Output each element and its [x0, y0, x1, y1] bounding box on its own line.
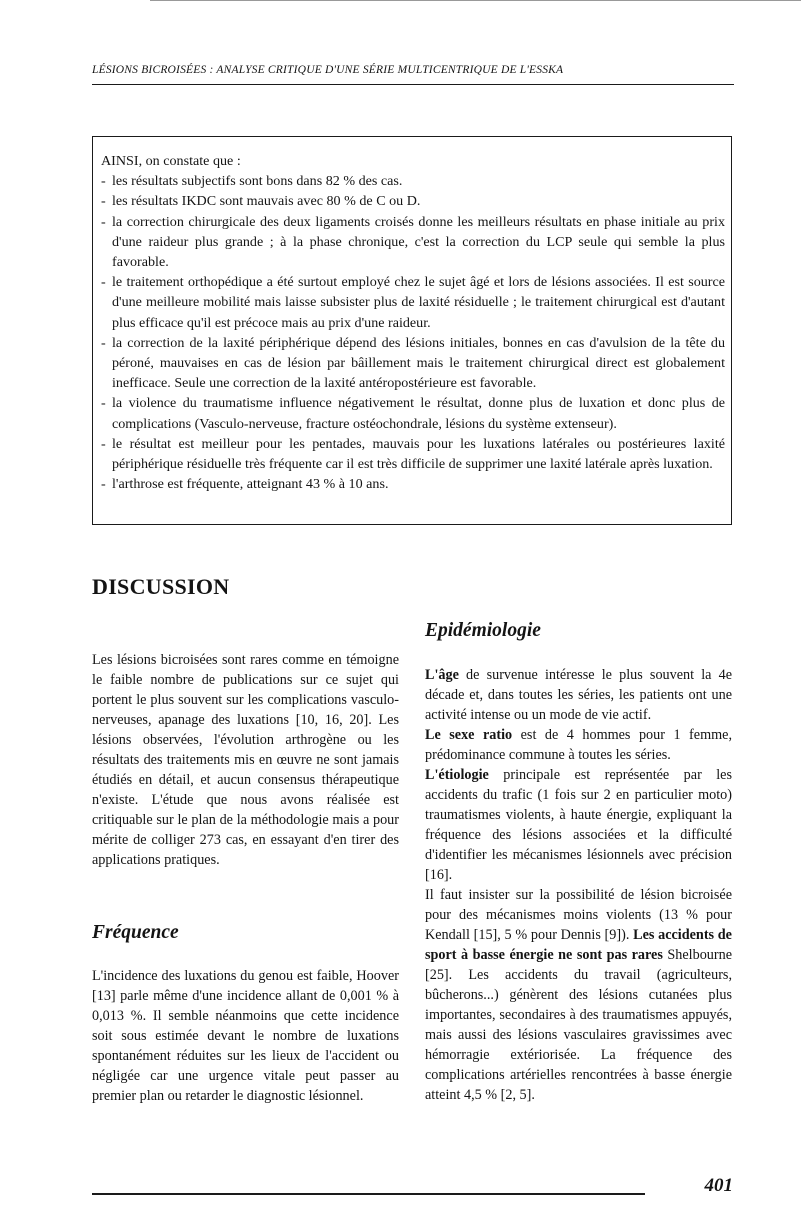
age-text: de survenue intéresse le plus souvent la 4e décade et, dans toutes les séries, les patients ont une activité intense ou un mode de vie actif.	[425, 667, 732, 723]
etiology-paragraph	[425, 765, 732, 885]
sex-paragraph	[425, 725, 732, 765]
scan-top-edge	[150, 0, 801, 1]
low-energy-text-end: Shelbourne [25]. Les accidents du travail (agriculteurs, bûcherons...) génèrent des lésions cutanées plus importantes, secondaires à des traumatismes appuyés, mais aussi des lésions vasculaires gravissimes avec hémorragie extériorisée. La fréquence des complications artérielles rencontrées à basse énergie atteint 4,5 % [2, 5].	[425, 947, 732, 1103]
summary-item: - les résultats IKDC sont mauvais avec 80 % de C ou D.	[101, 191, 725, 211]
summary-item: - le résultat est meilleur pour les pentades, mauvais pour les luxations latérales ou postérieures laxité périphérique résiduelle très fréquente car il est très difficile de supprimer une laxité latérale après luxation.	[101, 434, 725, 474]
summary-item: - la correction chirurgicale des deux ligaments croisés donne les meilleurs résultats en phase initiale au prix d'une raideur plus grande ; à la phase chronique, c'est la correction du LCP seule qui semble la plus favorable.	[101, 212, 725, 273]
low-energy-paragraph	[425, 885, 732, 1105]
etiology-label: L'étiologie	[425, 767, 489, 783]
intro-paragraph: Les lésions bicroisées sont rares comme en témoigne le faible nombre de publications sur ce sujet qui portent le plus souvent sur les complications vasculo-nerveuses, apanage des luxations [10, 16, 20]. Les lésions observées, l'évolution arthrogène ou les résultats des traitements mis en œuvre ne sont jamais étudiés en détail, et aucun consensus thérapeutique n'existe. L'étude que nous avons réalisée est critiquable sur le plan de la méthodologie mais a pour mérite de colliger 273 cas, en essayant d'en tirer des applications pratiques.	[92, 652, 399, 868]
etiology-text: principale est représentée par les accidents du trafic (1 fois sur 2 en particulier moto) traumatismes violents, à haute énergie, expliquant la fréquence des lésions associées et la difficulté d'identifier les mécanismes lésionnels avec précision [16].	[425, 767, 732, 883]
subheading-frequence: Fréquence	[92, 922, 179, 943]
summary-item: - l'arthrose est fréquente, atteignant 43 % à 10 ans.	[101, 474, 725, 494]
section-title: DISCUSSION	[92, 574, 230, 599]
age-label: L'âge	[425, 667, 459, 683]
summary-item: - la violence du traumatisme influence négativement le résultat, donne plus de luxation et donc plus de complications (Vasculo-nerveuse, fracture ostéochondrale, lésions du système extenseur).	[101, 393, 725, 433]
summary-item: - le traitement orthopédique a été surtout employé chez le sujet âgé et lors de lésions associées. Il est source d'une meilleure mobilité mais laisse subsister plus de laxité résiduelle ; le traitement chirurgical est d'autant plus efficace qu'il est précoce mais au prix d'une raideur.	[101, 272, 725, 333]
footer-rule	[92, 1193, 645, 1195]
subheading-epidemiologie: Epidémiologie	[425, 620, 541, 641]
summary-box	[92, 136, 732, 525]
header-rule	[92, 84, 734, 85]
frequence-paragraph: L'incidence des luxations du genou est faible, Hoover [13] parle même d'une incidence allant de 0,001 % à 0,013 %. Il semble néanmoins que cette incidence soit sous estimée devant le nombre de luxations spontanément réduites sur les lieux de l'accident ou négligée car une urgence vitale peut passer au premier plan ou retarder le diagnostic lésionnel.	[92, 968, 399, 1104]
discussion-intro	[92, 650, 399, 870]
age-paragraph	[425, 665, 732, 725]
epidemiologie-section	[425, 665, 732, 1105]
frequence-section	[92, 966, 399, 1106]
page-number: 401	[704, 1175, 733, 1196]
summary-item: - la correction de la laxité périphérique dépend des lésions initiales, bonnes en cas d'avulsion de la tête du péroné, mauvaises en cas de lésion par bâillement mais le traitement chirurgical direct est globalement inefficace. Seule une correction de la laxité antéropostérieure est favorable.	[101, 333, 725, 394]
running-header: LÉSIONS BICROISÉES : ANALYSE CRITIQUE D'UNE SÉRIE MULTICENTRIQUE DE L'ESSKA	[92, 64, 564, 76]
summary-intro: AINSI, on constate que :	[101, 153, 241, 169]
sex-label: Le sexe ratio	[425, 727, 513, 743]
summary-item: - les résultats subjectifs sont bons dans 82 % des cas.	[101, 171, 725, 191]
summary-list	[101, 171, 725, 494]
low-energy-text-start: Il faut insister sur la possibilité de lésion bicroisée pour des mécanismes moins violents (13 % pour Kendall [15], 5 % pour Dennis [9]).	[425, 887, 732, 943]
sex-text: est de 4 hommes pour 1 femme, prédominance commune à toutes les séries.	[425, 727, 732, 763]
low-energy-emphasis: Les accidents de sport à basse énergie ne sont pas rares	[425, 927, 732, 963]
